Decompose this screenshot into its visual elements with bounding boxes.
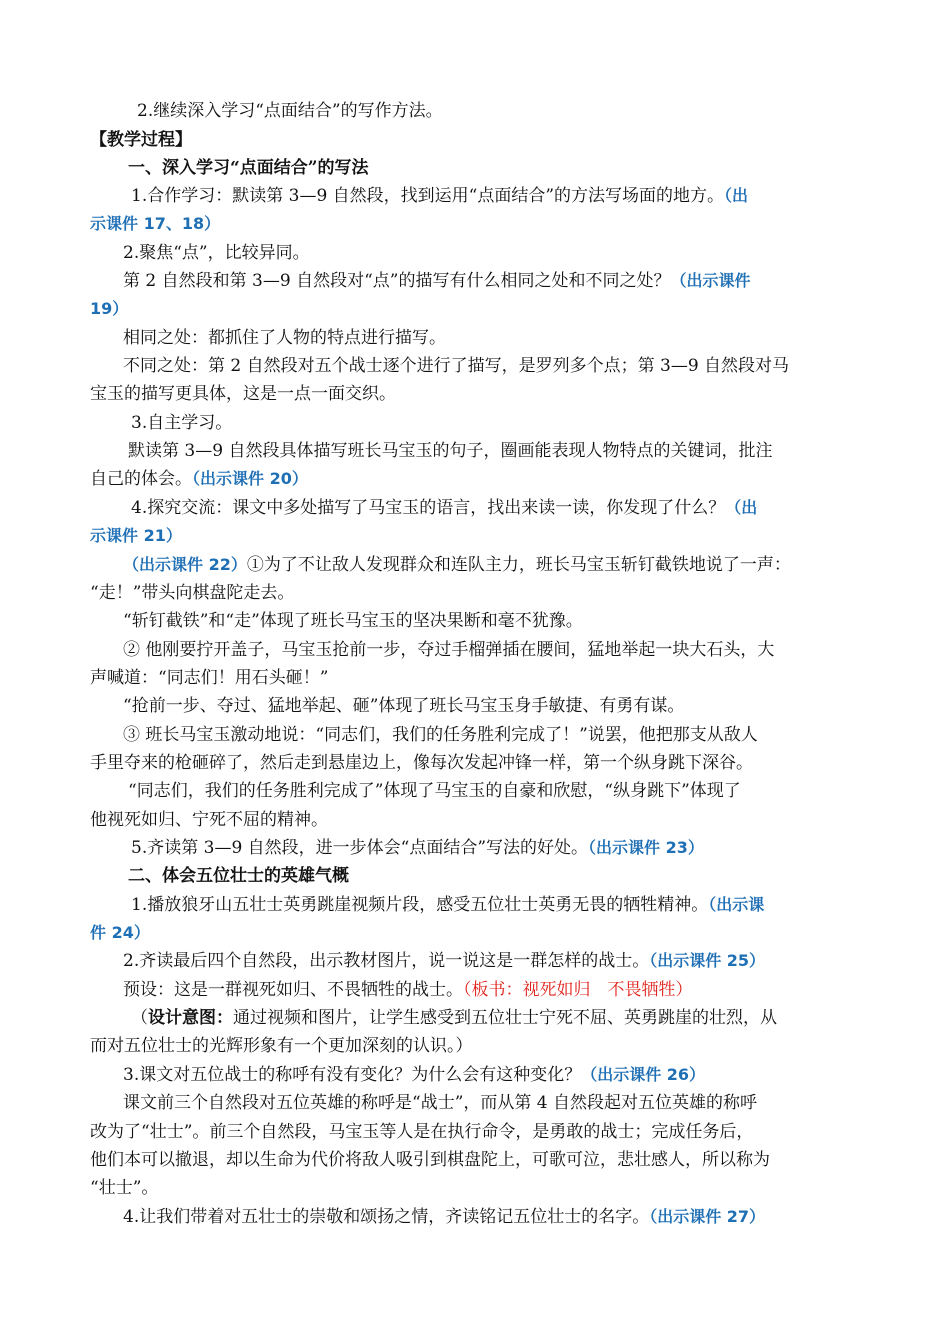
text-run: 3.课文对五位战士的称呼有没有变化？为什么会有这种变化？ bbox=[123, 1065, 582, 1085]
text-run: 通过视频和图片，让学生感受到五位壮士宁死不屈、英勇跳崖的壮烈，从 bbox=[233, 1008, 777, 1028]
courseware-ref: 件 24） bbox=[90, 923, 150, 942]
text-run: “斩钉截铁”和“走”体现了班长马宝玉的坚决果断和毫不犹豫。 bbox=[123, 611, 583, 631]
courseware-ref: （出示课件 25） bbox=[649, 951, 766, 970]
line bbox=[123, 1205, 765, 1229]
line bbox=[90, 1034, 473, 1058]
text-run: 预设：这是一群视死如归、不畏牺牲的战士。 bbox=[123, 980, 463, 1000]
text-run: 改为了“壮士”。前三个自然段，马宝玉等人是在执行命令，是勇敢的战士；完成任务后， bbox=[90, 1122, 754, 1142]
text-run: 不同之处：第 2 自然段对五个战士逐个进行了描写，是罗列多个点；第 3—9 自然段对马 bbox=[123, 356, 790, 376]
line bbox=[90, 1148, 770, 1172]
line bbox=[123, 949, 765, 973]
line bbox=[123, 694, 684, 718]
line bbox=[90, 921, 150, 945]
courseware-ref: 示课件 17、18） bbox=[90, 214, 221, 233]
line bbox=[131, 1006, 777, 1030]
line bbox=[90, 212, 220, 236]
text-run: 相同之处：都抓住了人物的特点进行描写。 bbox=[123, 328, 446, 348]
line bbox=[90, 666, 328, 690]
text-run: 自己的体会。 bbox=[90, 469, 192, 489]
section-label: 【教学过程】 bbox=[90, 130, 192, 150]
line bbox=[123, 553, 791, 577]
line bbox=[131, 836, 704, 860]
courseware-ref: （出示课件 bbox=[670, 271, 751, 290]
line bbox=[123, 1091, 757, 1115]
courseware-ref: （出示课件 22） bbox=[123, 555, 247, 574]
text-run: 默读第 3—9 自然段具体描写班长马宝玉的句子，圈画能表现人物特点的关键词，批注 bbox=[128, 441, 773, 461]
line bbox=[131, 496, 757, 520]
line bbox=[123, 638, 774, 662]
courseware-ref: （出 bbox=[724, 186, 749, 205]
courseware-ref: （出 bbox=[725, 498, 758, 517]
courseware-ref: （出示课 bbox=[708, 895, 765, 914]
text-run: 3.自主学习。 bbox=[131, 413, 233, 433]
courseware-ref: 示课件 21） bbox=[90, 526, 182, 545]
text-run: “壮士”。 bbox=[90, 1178, 159, 1198]
text-run: 而对五位壮士的光辉形象有一个更加深刻的认识。） bbox=[90, 1036, 473, 1056]
text-run: 2.齐读最后四个自然段，出示教材图片，说一说这是一群怎样的战士。 bbox=[123, 951, 650, 971]
text-run: ①为了不让敌人发现群众和连队主力，班长马宝玉斩钉截铁地说了一声： bbox=[246, 555, 791, 575]
line bbox=[131, 893, 764, 917]
line bbox=[131, 411, 232, 435]
text-run: “走！”带头向棋盘陀走去。 bbox=[90, 583, 295, 603]
line bbox=[90, 1120, 753, 1144]
line bbox=[123, 723, 758, 747]
line bbox=[90, 467, 308, 491]
line bbox=[128, 156, 369, 180]
line bbox=[123, 609, 583, 633]
section-heading: 二、体会五位壮士的英雄气概 bbox=[128, 866, 349, 886]
text-run: ② 他刚要拧开盖子，马宝玉抢前一步，夺过手榴弹插在腰间，猛地举起一块大石头，大 bbox=[123, 640, 775, 660]
courseware-ref: 19） bbox=[90, 299, 129, 318]
line bbox=[90, 581, 294, 605]
text-run: 2.继续深入学习“点面结合”的写作方法。 bbox=[137, 101, 443, 121]
line bbox=[123, 354, 789, 378]
line bbox=[128, 864, 349, 888]
courseware-ref: （出示课件 20） bbox=[192, 469, 308, 488]
courseware-ref: （出示课件 26） bbox=[581, 1065, 706, 1084]
text-run: 4.探究交流：课文中多处描写了马宝玉的语言，找出来读一读，你发现了什么？ bbox=[131, 498, 726, 518]
line bbox=[123, 1063, 705, 1087]
line bbox=[90, 1176, 158, 1200]
design-intent-label: 设计意图： bbox=[148, 1008, 233, 1028]
courseware-ref: （出示课件 27） bbox=[649, 1207, 766, 1226]
text-run: 2.聚焦“点”，比较异同。 bbox=[123, 243, 310, 263]
text-run: 他视死如归、宁死不屈的精神。 bbox=[90, 810, 328, 830]
text-run: “抢前一步、夺过、猛地举起、砸”体现了班长马宝玉身手敏捷、有勇有谋。 bbox=[123, 696, 685, 716]
text-run: 5.齐读第 3—9 自然段，进一步体会“点面结合”写法的好处。 bbox=[131, 838, 589, 858]
text-run: （ bbox=[131, 1008, 148, 1028]
section-heading: 一、深入学习“点面结合”的写法 bbox=[128, 158, 369, 178]
line bbox=[90, 297, 128, 321]
line bbox=[123, 978, 693, 1002]
text-run: 他们本可以撤退，却以生命为代价将敌人吸引到棋盘陀上，可歌可泣，悲壮感人，所以称为 bbox=[90, 1150, 770, 1170]
text-run: 4.让我们带着对五壮士的崇敬和颂扬之情，齐读铭记五位壮士的名字。 bbox=[123, 1207, 650, 1227]
board-note: （板书：视死如归 不畏牺牲） bbox=[463, 980, 693, 1000]
line bbox=[123, 326, 446, 350]
text-run: 1.合作学习：默读第 3—9 自然段，找到运用“点面结合”的方法写场面的地方。 bbox=[131, 186, 725, 206]
line bbox=[90, 808, 328, 832]
courseware-ref: （出示课件 23） bbox=[588, 838, 704, 857]
line bbox=[123, 269, 750, 293]
text-run: 宝玉的描写更具体，这是一点一面交织。 bbox=[90, 384, 396, 404]
line bbox=[128, 439, 772, 463]
line bbox=[131, 184, 748, 208]
text-run: 课文前三个自然段对五位英雄的称呼是“战士”，而从第 4 自然段起对五位英雄的称呼 bbox=[123, 1093, 758, 1113]
line bbox=[137, 99, 443, 123]
line bbox=[90, 751, 753, 775]
text-run: “同志们，我们的任务胜利完成了”体现了马宝玉的自豪和欣慰，“纵身跳下”体现了 bbox=[128, 781, 741, 801]
line bbox=[90, 128, 192, 152]
line bbox=[123, 241, 310, 265]
text-run: ③ 班长马宝玉激动地说：“同志们，我们的任务胜利完成了！”说罢，他把那支从敌人 bbox=[123, 725, 758, 745]
text-run: 1.播放狼牙山五壮士英勇跳崖视频片段，感受五位壮士英勇无畏的牺牲精神。 bbox=[131, 895, 709, 915]
text-run: 手里夺来的枪砸碎了，然后走到悬崖边上，像每次发起冲锋一样，第一个纵身跳下深谷。 bbox=[90, 753, 753, 773]
text-run: 第 2 自然段和第 3—9 自然段对“点”的描写有什么相同之处和不同之处？ bbox=[123, 271, 671, 291]
text-run: 声喊道：“同志们！用石头砸！” bbox=[90, 668, 329, 688]
line bbox=[90, 524, 182, 548]
line bbox=[90, 382, 396, 406]
line bbox=[128, 779, 741, 803]
